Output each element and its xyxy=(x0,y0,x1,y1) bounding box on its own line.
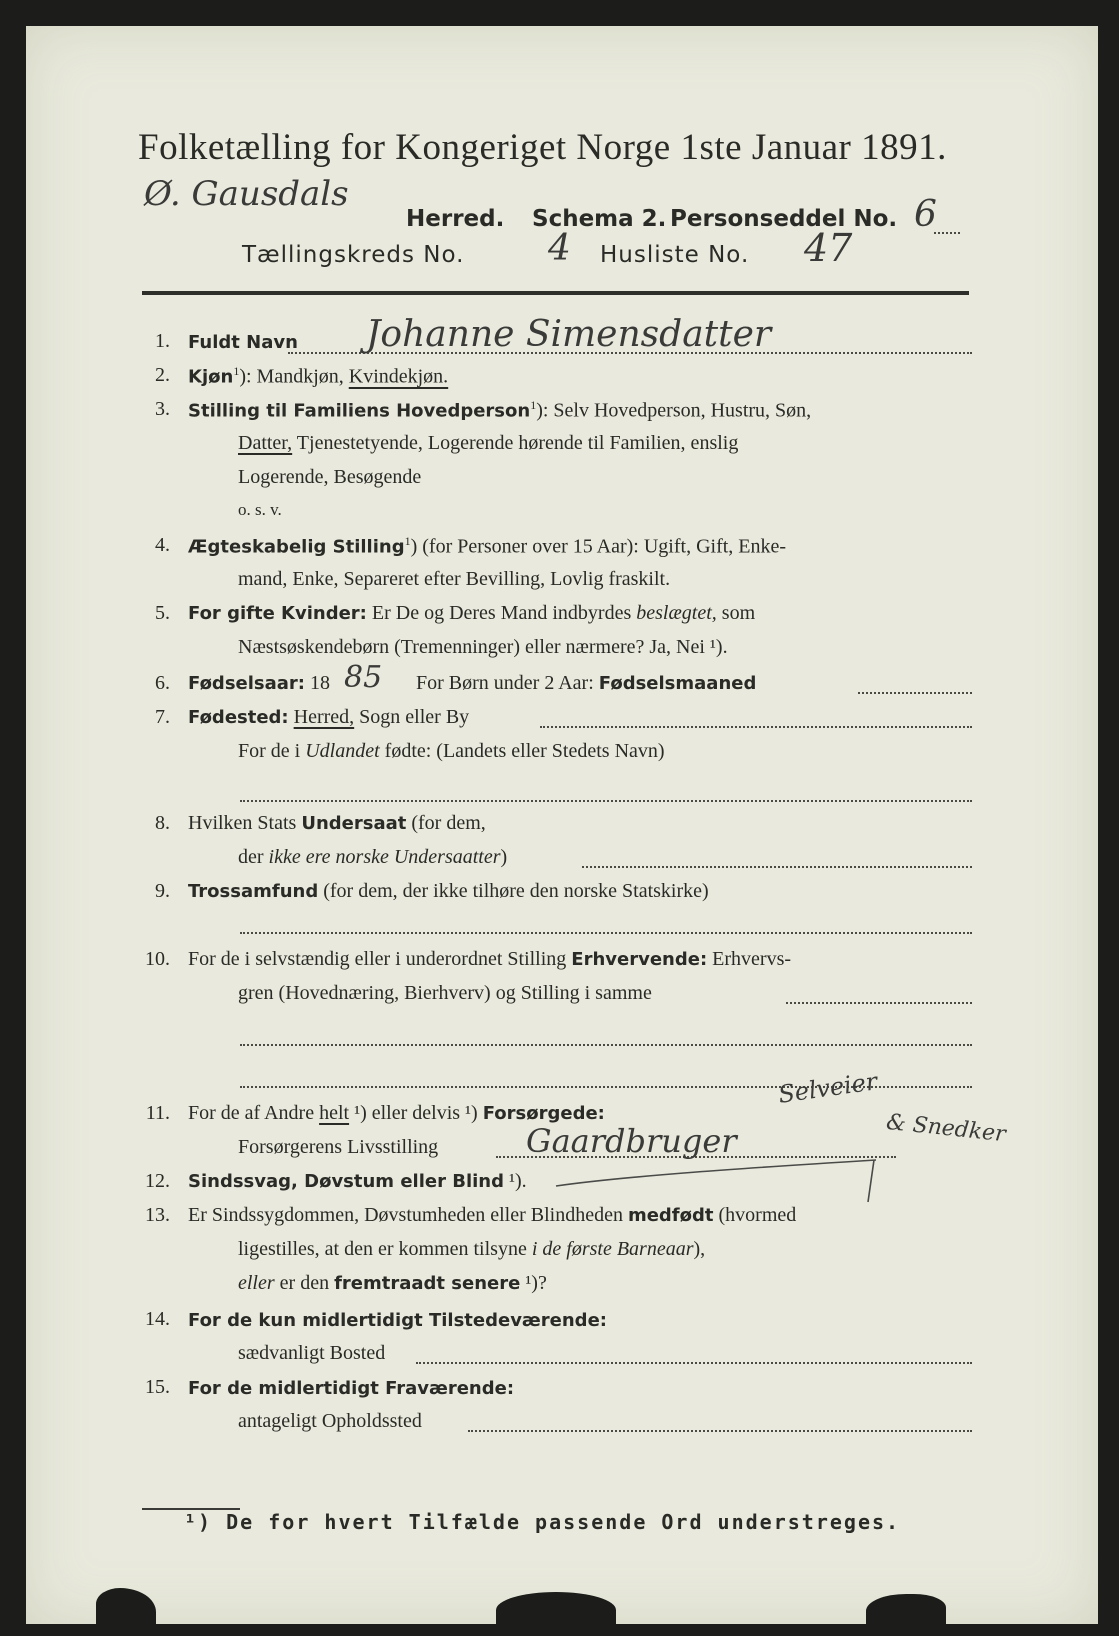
q6-born-text xyxy=(416,672,756,695)
q11-hand-snedker: & Snedker xyxy=(885,1109,1007,1148)
q12-line xyxy=(188,1170,527,1193)
q13-line3: eller er den fremtraadt senere ¹)? xyxy=(238,1272,547,1294)
q3-datter: Datter, xyxy=(238,432,293,454)
q14-line2: sædvanligt Bosted xyxy=(238,1342,386,1364)
q13-line1: Er Sindssygdommen, Døvstumheden eller Blindheden medfødt (hvormed xyxy=(188,1204,797,1226)
q5-label: For gifte Kvinder: xyxy=(188,603,367,624)
q14-dots xyxy=(416,1362,972,1364)
q10-dots-1 xyxy=(786,1002,972,1004)
q8-line1: Hvilken Stats Undersaat (for dem, xyxy=(188,812,486,834)
header-divider xyxy=(142,291,969,295)
q7-line1 xyxy=(188,706,469,729)
q15-label: For de midlertidigt Fraværende: xyxy=(188,1378,515,1399)
q7-number: 7. xyxy=(155,706,170,728)
q2-text: ): Mandkjøn, xyxy=(239,365,349,388)
q2-sup: 1 xyxy=(233,364,240,378)
q13-line2: ligestilles, at den er kommen tilsyne i de første Barneaar), xyxy=(238,1238,706,1260)
q7-l1: Sogn eller By xyxy=(354,706,470,728)
torn-edge xyxy=(496,1592,616,1628)
q1-label: Fuldt Navn xyxy=(188,332,298,353)
q7-dots-2 xyxy=(240,800,972,802)
q5-line2: Næstsøskendebørn (Tremenninger) eller nærmere? Ja, Nei ¹). xyxy=(238,636,728,658)
q10-number: 10. xyxy=(145,948,170,970)
form-title: Folketælling for Kongeriget Norge 1ste Januar 1891. xyxy=(138,127,947,168)
q7-dots xyxy=(540,726,972,728)
q5-l1c: som xyxy=(716,602,756,624)
q7-label: Fødested: xyxy=(188,707,289,728)
q3-label: Stilling til Familiens Hovedperson xyxy=(188,400,531,422)
q1-answer: Johanne Simensdatter xyxy=(366,314,772,355)
q8-line2: der ikke ere norske Undersaatter) xyxy=(238,846,508,868)
q11-line1: For de af Andre helt ¹) eller delvis ¹) Forsørgede: xyxy=(188,1102,605,1124)
q14-label: For de kun midlertidigt Tilstedeværende: xyxy=(188,1310,607,1331)
q13-number: 13. xyxy=(145,1204,170,1226)
q11-hand-strokes xyxy=(546,1146,906,1206)
q9-label: Trossamfund xyxy=(188,881,319,902)
q4-l1: ) (for Personer over 15 Aar): Ugift, Gift, Enke- xyxy=(410,535,787,558)
q5-line1 xyxy=(188,602,755,625)
q15-dots xyxy=(468,1430,972,1432)
q2-line xyxy=(188,364,448,389)
q4-number: 4. xyxy=(155,534,170,556)
herred-label: Herred. xyxy=(406,206,505,232)
q3-line3: Logerende, Besøgende xyxy=(238,466,422,488)
q4-label: Ægteskabelig Stilling xyxy=(188,536,405,558)
herred-name: Ø. Gausdals xyxy=(144,174,349,214)
torn-edge xyxy=(866,1594,946,1628)
q6-l1b: Fødselsmaaned xyxy=(598,673,757,694)
q4-line1: Ægteskabelig Stilling$^1$) (for Personer over 15 Aar): Ugift, Gift, Enke- xyxy=(188,534,787,558)
q3-line1: Stilling til Familiens Hovedperson$^1$): Selv Hovedperson, Hustru, Søn, xyxy=(188,398,812,422)
q8-dots xyxy=(582,866,972,868)
q6-l1: For Børn under 2 Aar: xyxy=(416,672,594,694)
q5-l1a: Er De og Deres Mand indbyrdes xyxy=(366,602,637,624)
q7-choice: Herred, xyxy=(293,706,355,728)
q3-number: 3. xyxy=(155,398,170,420)
schema-label: Schema 2. xyxy=(532,206,667,232)
q9-dots xyxy=(240,932,972,934)
q11-number: 11. xyxy=(145,1102,170,1124)
q3-l2: Tjenestetyende, Logerende hørende til Familien, enslig xyxy=(292,432,739,454)
husliste-label: Husliste No. xyxy=(600,242,750,268)
kreds-label: Tællingskreds No. xyxy=(242,242,465,268)
q2-number: 2. xyxy=(155,364,170,386)
q9-line xyxy=(188,880,709,903)
personseddel-dots xyxy=(934,232,960,234)
personseddel-number: 6 xyxy=(914,194,937,235)
q5-l1b: beslægtet, xyxy=(636,602,717,624)
q12-label: Sindssvag, Døvstum eller Blind xyxy=(188,1171,504,1192)
q6-year: 85 xyxy=(344,660,383,695)
q6-line xyxy=(188,672,330,695)
q12-tail: ¹). xyxy=(503,1170,527,1192)
husliste-number: 47 xyxy=(804,226,853,270)
torn-edge xyxy=(96,1588,156,1628)
q11-hand-selveier: Selveier xyxy=(776,1067,879,1109)
q6-dots xyxy=(858,692,972,694)
footnote: ¹) De for hvert Tilfælde passende Ord understreges. xyxy=(184,1510,901,1534)
kreds-number: 4 xyxy=(548,228,571,269)
q15-number: 15. xyxy=(145,1376,170,1398)
q11-line2: Forsørgerens Livsstilling xyxy=(238,1136,439,1158)
q8-number: 8. xyxy=(155,812,170,834)
personseddel-label: Personseddel No. xyxy=(670,206,898,232)
q2-choice: Kvindekjøn. xyxy=(348,365,449,388)
q6-label: Fødselsaar: xyxy=(188,673,305,694)
q5-number: 5. xyxy=(155,602,170,624)
q9-l1: (for dem, der ikke tilhøre den norske Statskirke) xyxy=(323,880,709,902)
q3-line2 xyxy=(238,432,738,455)
q4-line2: mand, Enke, Separeret efter Bevilling, Lovlig fraskilt. xyxy=(238,568,671,590)
q3-l1: ): Selv Hovedperson, Hustru, Søn, xyxy=(536,399,812,422)
q12-number: 12. xyxy=(145,1170,170,1192)
q1-number: 1. xyxy=(155,330,170,352)
q14-number: 14. xyxy=(145,1308,170,1330)
census-form xyxy=(26,26,1098,1624)
q2-label: Kjøn xyxy=(188,366,234,388)
q9-number: 9. xyxy=(155,880,170,902)
q7-line2: For de i Udlandet fødte: (Landets eller Stedets Navn) xyxy=(238,740,665,762)
q6-number: 6. xyxy=(155,672,170,694)
q15-line2: antageligt Opholdssted xyxy=(238,1410,422,1432)
q6-year-prefix: 18 xyxy=(310,672,330,694)
q10-dots-2 xyxy=(240,1044,972,1046)
q10-line1: For de i selvstændig eller i underordnet Stilling Erhvervende: Erhvervs- xyxy=(188,948,792,970)
q11-hand-gaardbruger: Gaardbruger xyxy=(526,1122,737,1160)
q3-line4: o. s. v. xyxy=(238,500,282,519)
q10-line2: gren (Hovednæring, Bierhverv) og Stilling i samme xyxy=(238,982,652,1004)
